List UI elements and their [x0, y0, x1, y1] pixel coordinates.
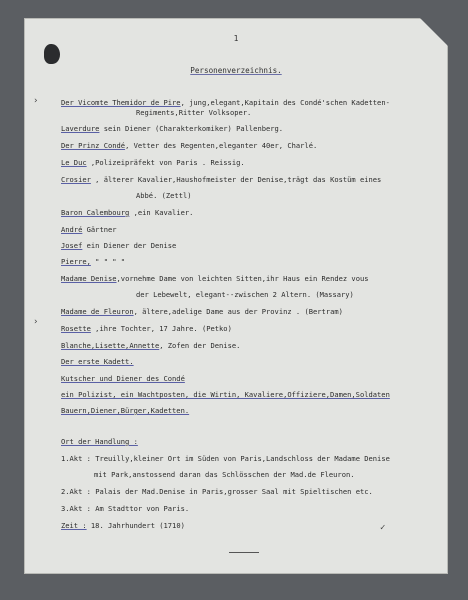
entry-madame-denise-cont: der Lebewelt, elegant--zwischen 2 Altern. (Massary) — [136, 290, 354, 299]
setting-heading: Ort der Handlung : — [61, 437, 138, 446]
entry-vicomte-cont: Regiments,Ritter Volksoper. — [136, 108, 252, 117]
entry-vicomte: Der Vicomte Themidor de Pire, jung,elegant,Kapitain des Condé'schen Kadetten- — [61, 98, 390, 107]
margin-tick-mark: › — [33, 96, 39, 106]
entry-josef: Josef ein Diener der Denise — [61, 241, 177, 250]
entry-kutscher: Kutscher und Diener des Condé — [61, 374, 185, 383]
punch-hole — [44, 44, 60, 64]
entry-baron: Baron Calembourg ,ein Kavalier. — [61, 208, 194, 217]
check-mark: ✓ — [380, 523, 386, 533]
entry-prinz-conde: Der Prinz Condé, Vetter des Regenten,eleganter 40er, Charlé. — [61, 141, 318, 150]
entry-ensemble-2: Bauern,Diener,Bürger,Kadetten. — [61, 406, 190, 415]
entry-crosier-cont: Abbé. (Zettl) — [136, 191, 192, 200]
act-1-cont: mit Park,anstossend daran das Schlösschen der Mad.de Fleuron. — [94, 470, 355, 479]
entry-le-duc: Le Duc ,Polizeipräfekt von Paris . Reissig. — [61, 158, 245, 167]
act-2: 2.Akt : Palais der Mad.Denise in Paris,grosser Saal mit Spieltischen etc. — [61, 487, 373, 496]
act-3: 3.Akt : Am Stadttor von Paris. — [61, 504, 190, 513]
document-page — [24, 18, 448, 574]
time-line: Zeit : 18. Jahrhundert (1710) — [61, 521, 185, 530]
margin-tick-mark: › — [33, 317, 39, 327]
entry-zofen: Blanche,Lisette,Annette, Zofen der Denise. — [61, 341, 241, 350]
entry-ensemble-1: ein Polizist, ein Wachtposten, die Wirtin, Kavaliere,Offiziere,Damen,Soldaten — [61, 390, 390, 399]
end-rule — [229, 552, 259, 553]
entry-andre: André Gärtner — [61, 225, 117, 234]
page-title: Personenverzeichnis. — [190, 66, 282, 75]
entry-madame-denise: Madame Denise,vornehme Dame von leichten Sitten,ihr Haus ein Rendez vous — [61, 274, 369, 283]
entry-pierre: Pierre, " " " " — [61, 257, 126, 266]
entry-laverdure: Laverdure sein Diener (Charakterkomiker) Pallenberg. — [61, 124, 284, 133]
entry-crosier: Crosier , älterer Kavalier,Haushofmeister der Denise,trägt das Kostüm eines — [61, 175, 382, 184]
entry-rosette: Rosette ,ihre Tochter, 17 Jahre. (Petko) — [61, 324, 232, 333]
entry-erster-kadett: Der erste Kadett. — [61, 357, 134, 366]
act-1: 1.Akt : Treuilly,kleiner Ort im Süden von Paris,Landschloss der Madame Denise — [61, 454, 390, 463]
entry-madame-fleuron: Madame de Fleuron, ältere,adelige Dame aus der Provinz . (Bertram) — [61, 307, 343, 316]
page-number: 1 — [233, 34, 239, 43]
